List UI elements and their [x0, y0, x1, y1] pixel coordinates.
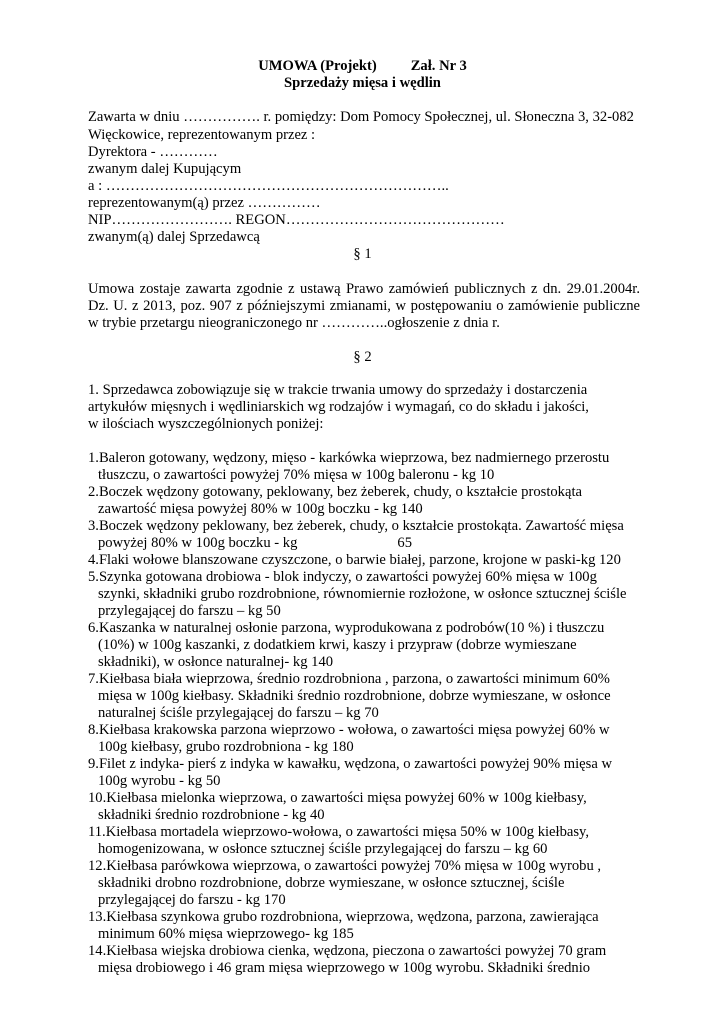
- list-item-4: 4.Flaki wołowe blanszowane czyszczone, o barwie białej, parzone, krojone w paski-kg 120: [88, 552, 621, 568]
- list-item-8-cont: 100g kiełbasy, grubo rozdrobniona - kg 180: [98, 739, 354, 755]
- parties-line-3: Dyrektora - …………: [88, 144, 218, 160]
- list-item-9-cont: 100g wyrobu - kg 50: [98, 773, 221, 789]
- list-item-5-cont-2: przylegającej do farszu – kg 50: [98, 603, 281, 619]
- list-item-10-cont: składniki średnio rozdrobnione - kg 40: [98, 807, 325, 823]
- list-item-14-cont: mięsa drobiowego i 46 gram mięsa wieprzowego w 100g wyrobu. Składniki średnio: [98, 960, 591, 976]
- section-2-heading: § 2: [353, 349, 372, 365]
- list-item-11: 11.Kiełbasa mortadela wieprzowo-wołowa, o zawartości mięsa 50% w 100g kiełbasy,: [88, 824, 590, 840]
- list-item-6-cont-1: (10%) w 100g kaszanki, z dodatkiem krwi, kaszy i przypraw (dobrze wymieszane: [98, 637, 577, 653]
- list-item-5-cont-1: szynki, składniki grubo rozdrobnione, równomiernie rozłożone, w osłonce sztucznej ściśle: [98, 586, 627, 602]
- list-item-7: 7.Kiełbasa biała wieprzowa, średnio rozdrobniona , parzona, o zawartości minimum 60%: [88, 671, 610, 687]
- document-subtitle: Sprzedaży mięsa i wędlin: [284, 75, 441, 91]
- section-1-line-3: w trybie przetargu nieograniczonego nr …………..ogłoszenie z dnia r.: [88, 315, 500, 331]
- list-item-12-cont-1: składniki drobno rozdrobnione, dobrze wymieszane, w osłonce sztucznej, ściśle: [98, 875, 565, 891]
- document-title: [0, 57, 725, 75]
- list-item-13-cont: minimum 60% mięsa wieprzowego- kg 185: [98, 926, 354, 942]
- list-item-8: 8.Kiełbasa krakowska parzona wieprzowo - wołowa, o zawartości mięsa powyżej 60% w: [88, 722, 610, 738]
- title-attachment: Zał. Nr 3: [410, 58, 467, 74]
- title-main: UMOWA (Projekt): [258, 58, 377, 74]
- list-item-3: 3.Boczek wędzony peklowany, bez żeberek, chudy, o kształcie prostokąta. Zawartość mięsa: [88, 518, 624, 534]
- parties-line-8: zwanym(ą) dalej Sprzedawcą: [88, 229, 260, 245]
- list-item-9: 9.Filet z indyka- pierś z indyka w kawałku, wędzona, o zawartości powyżej 90% mięsa w: [88, 756, 612, 772]
- list-item-13: 13.Kiełbasa szynkowa grubo rozdrobniona, wieprzowa, wędzona, parzona, zawierająca: [88, 909, 599, 925]
- list-item-3-quantity: 65: [397, 535, 412, 551]
- list-item-3-cont: [98, 534, 412, 552]
- list-item-14: 14.Kiełbasa wiejska drobiowa cienka, wędzona, pieczona o zawartości powyżej 70 gram: [88, 943, 607, 959]
- list-item-6: 6.Kaszanka w naturalnej osłonie parzona, wyprodukowana z podrobów(10 %) i tłuszczu: [88, 620, 605, 636]
- section-2-intro-2: artykułów mięsnych i wędliniarskich wg rodzajów i wymagań, co do składu i jakości,: [88, 399, 589, 415]
- list-item-1: 1.Baleron gotowany, wędzony, mięso - karkówka wieprzowa, bez nadmiernego przerostu: [88, 450, 610, 466]
- list-item-12: 12.Kiełbasa parówkowa wieprzowa, o zawartości powyżej 70% mięsa w 100g wyrobu ,: [88, 858, 602, 874]
- list-item-5: 5.Szynka gotowana drobiowa - blok indyczy, o zawartości powyżej 60% mięsa w 100g: [88, 569, 597, 585]
- section-1-heading: § 1: [353, 246, 372, 262]
- section-1-line-2: Dz. U. z 2013, poz. 907 z późniejszymi zmianami, w postępowaniu o zamówienie publiczne: [88, 298, 640, 314]
- list-item-2-cont: zawartość mięsa powyżej 80% w 100g boczku - kg 140: [98, 501, 423, 517]
- list-item-7-cont-1: mięsa w 100g kiełbasy. Składniki średnio rozdrobnione, dobrze wymieszane, w osłonce: [98, 688, 611, 704]
- list-item-6-cont-2: składniki), w osłonce naturalnej- kg 140: [98, 654, 334, 670]
- section-2-intro-1: 1. Sprzedawca zobowiązuje się w trakcie trwania umowy do sprzedaży i dostarczenia: [88, 382, 588, 398]
- list-item-10: 10.Kiełbasa mielonka wieprzowa, o zawartości mięsa powyżej 60% w 100g kiełbasy,: [88, 790, 587, 806]
- list-item-1-cont: tłuszczu, o zawartości powyżej 70% mięsa w 100g baleronu - kg 10: [98, 467, 495, 483]
- section-1-line-1: Umowa zostaje zawarta zgodnie z ustawą Prawo zamówień publicznych z dn. 29.01.2004r.: [88, 281, 640, 297]
- parties-line-4: zwanym dalej Kupującym: [88, 161, 242, 177]
- list-item-7-cont-2: naturalnej ściśle przylegającej do farszu – kg 70: [98, 705, 379, 721]
- list-item-12-cont-2: przylegającej do farszu - kg 170: [98, 892, 286, 908]
- parties-line-7: NIP……………………. REGON………………………………………: [88, 212, 505, 228]
- section-2-intro-3: w ilościach wyszczególnionych poniżej:: [88, 416, 324, 432]
- list-item-11-cont: homogenizowana, w osłonce sztucznej ściśle przylegającej do farszu – kg 60: [98, 841, 548, 857]
- parties-line-1: Zawarta w dniu ……………. r. pomiędzy: Dom Pomocy Społecznej, ul. Słoneczna 3, 32-082: [88, 109, 634, 125]
- parties-line-5: a : ……………………………………………………………..: [88, 178, 449, 194]
- parties-line-2: Więckowice, reprezentowanym przez :: [88, 127, 316, 143]
- parties-line-6: reprezentowanym(ą) przez ……………: [88, 195, 321, 211]
- list-item-2: 2.Boczek wędzony gotowany, peklowany, bez żeberek, chudy, o kształcie prostokąta: [88, 484, 582, 500]
- list-item-3-text: powyżej 80% w 100g boczku - kg: [98, 535, 298, 551]
